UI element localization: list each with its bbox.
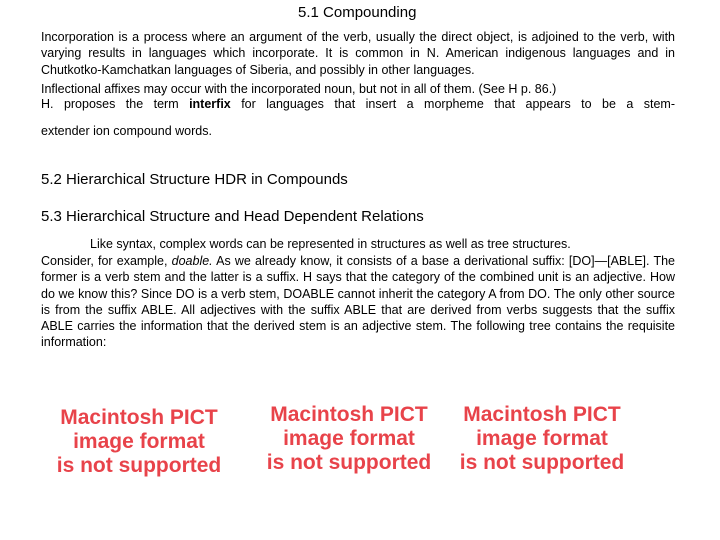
pict-placeholder-1	[49, 406, 229, 478]
pict-placeholder-line: Macintosh PICT	[60, 406, 218, 429]
pict-placeholder-line: Macintosh PICT	[463, 403, 621, 426]
interfix-paragraph-line1	[41, 97, 675, 111]
pict-placeholder-3	[452, 403, 632, 475]
pict-placeholder-line: image format	[283, 427, 415, 450]
doable-text-before: Consider, for example,	[41, 254, 172, 268]
doable-term: doable.	[171, 254, 213, 268]
inflectional-affixes-line: Inflectional affixes may occur with the incorporated noun, but not in all of them. (See H p. 86.)	[41, 82, 557, 96]
section-5-2-title: 5.2 Hierarchical Structure HDR in Compounds	[41, 171, 348, 188]
interfix-term: interfix	[189, 97, 231, 111]
interfix-text-after: for languages that insert a morpheme that appears to be a stem-	[230, 97, 675, 111]
pict-placeholder-line: is not supported	[56, 454, 222, 477]
pict-placeholder-line: is not supported	[459, 451, 625, 474]
pict-placeholder-line: image format	[73, 430, 205, 453]
syntax-paragraph-first-line: Like syntax, complex words can be represented in structures as well as tree structures.	[90, 237, 571, 251]
pict-placeholder-line: image format	[476, 427, 608, 450]
doable-paragraph	[41, 253, 675, 351]
pict-placeholder-line: is not supported	[266, 451, 432, 474]
interfix-text-before: H. proposes the term	[41, 97, 190, 111]
section-5-1-title: 5.1 Compounding	[298, 4, 417, 21]
pict-placeholder-2	[259, 403, 439, 475]
pict-placeholder-line: Macintosh PICT	[270, 403, 428, 426]
doable-text-after: As we already know, it consists of a base a derivational suffix: [DO]—[ABLE]. The former is a verb stem and the latter is a suffix. H says that the category of the combined unit is an adjective. How do we know this? Since DO is a verb stem, DOABLE cannot inherit the category A from DO. The only other source is from the suffix ABLE. All adjectives with the suffix ABLE that are derived from verbs suggests that the suffix ABLE carries the information that the derived stem is an adjective stem. The following tree contains the requisite information:	[41, 254, 675, 350]
incorporation-text: Incorporation is a process where an argument of the verb, usually the direct object, is adjoined to the verb, with varying results in languages which incorporate. It is common in N. American indigenous languages and in Chutkotko-Kamchatkan languages of Siberia, and possibly in other languages.	[41, 30, 675, 77]
incorporation-paragraph	[41, 29, 675, 78]
interfix-paragraph-line2: extender ion compound words.	[41, 124, 212, 138]
section-5-3-title: 5.3 Hierarchical Structure and Head Dependent Relations	[41, 208, 424, 225]
